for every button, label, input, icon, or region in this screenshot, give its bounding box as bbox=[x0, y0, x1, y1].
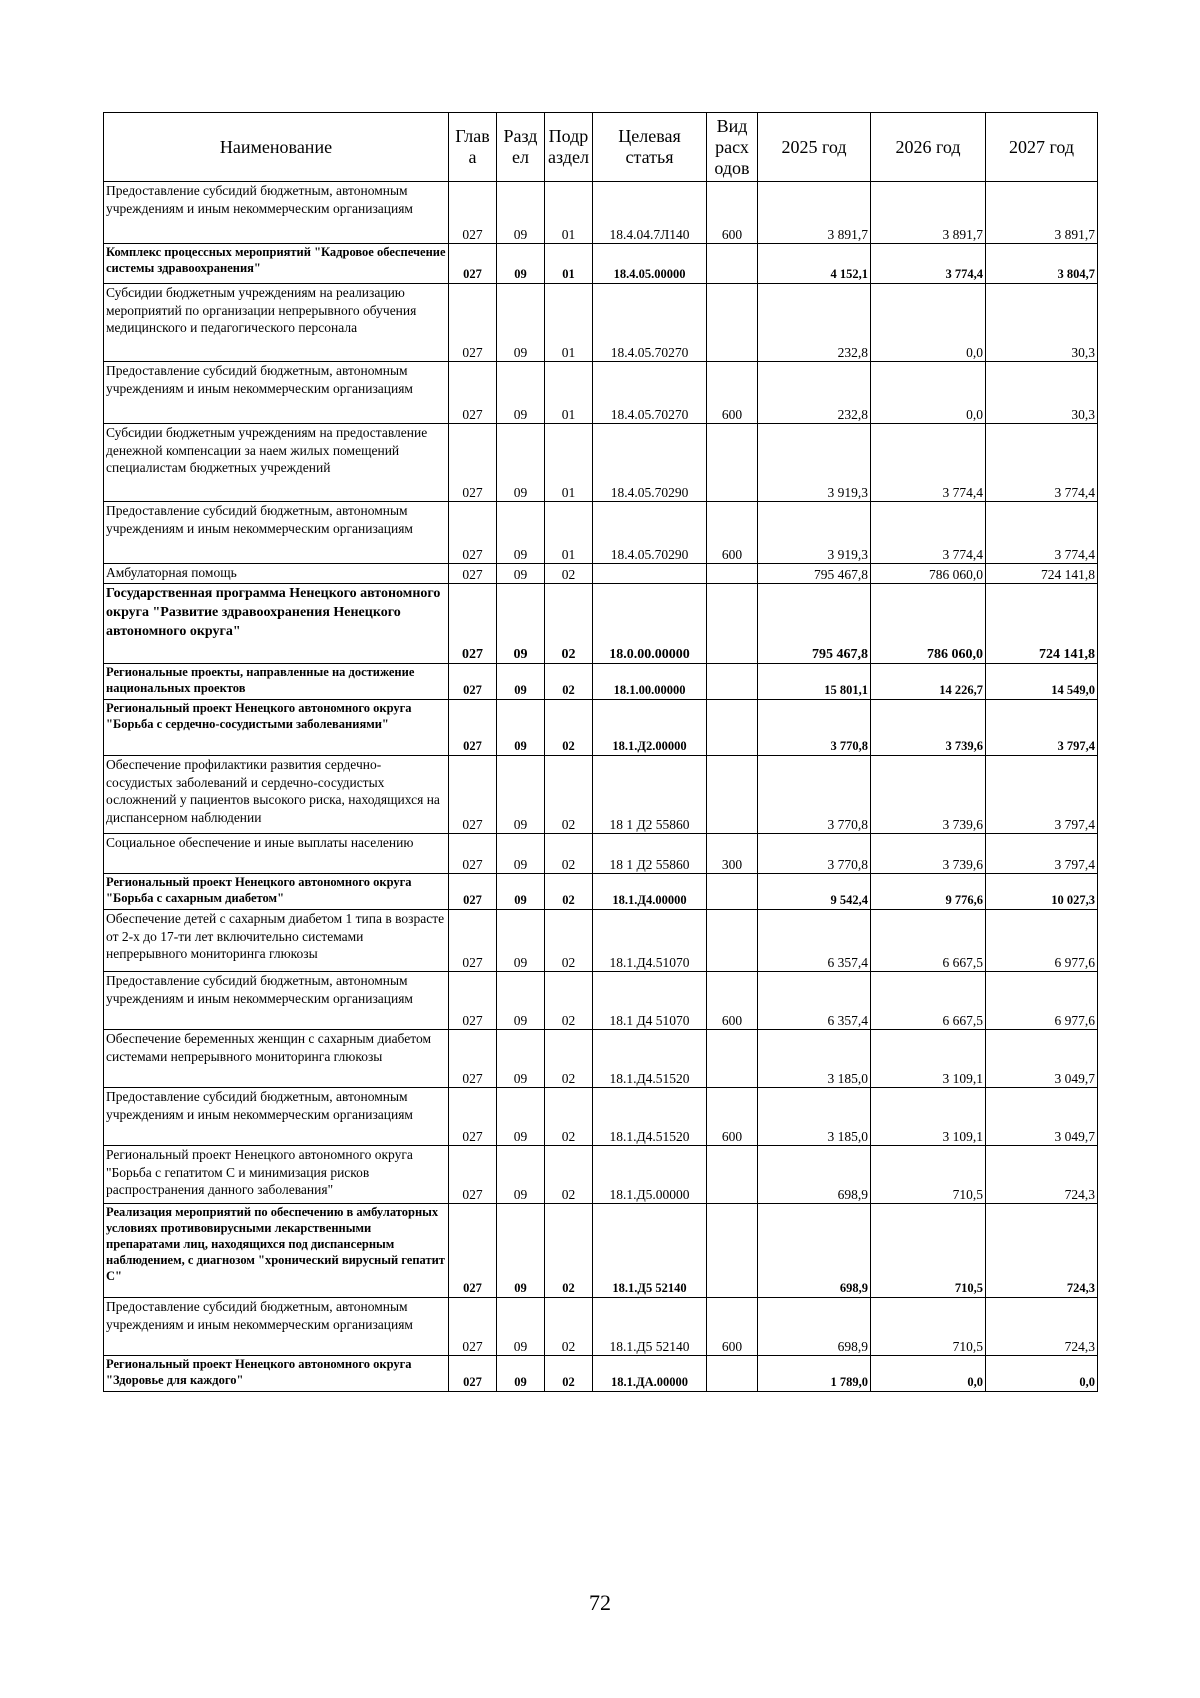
cell-year-2027: 724,3 bbox=[986, 1204, 1098, 1298]
table-row bbox=[104, 1204, 1098, 1298]
cell-year-2027: 3 797,4 bbox=[986, 756, 1098, 834]
cell-year-2027: 3 049,7 bbox=[986, 1088, 1098, 1146]
cell-expense-type bbox=[707, 756, 758, 834]
cell-glava: 027 bbox=[449, 700, 497, 756]
cell-name: Предоставление субсидий бюджетным, автономным учреждениям и иным некоммерческим организациям bbox=[104, 502, 449, 564]
header-year-2027: 2027 год bbox=[986, 113, 1098, 182]
cell-year-2025: 232,8 bbox=[758, 284, 871, 362]
cell-podrazdel: 02 bbox=[545, 910, 593, 972]
table-row bbox=[104, 1088, 1098, 1146]
cell-year-2026: 3 774,4 bbox=[871, 244, 986, 284]
cell-expense-type bbox=[707, 284, 758, 362]
cell-podrazdel: 01 bbox=[545, 502, 593, 564]
cell-expense-type bbox=[707, 664, 758, 700]
cell-target-article: 18.4.05.70270 bbox=[593, 284, 707, 362]
cell-expense-type bbox=[707, 1146, 758, 1204]
table-row bbox=[104, 1356, 1098, 1392]
cell-year-2027: 3 049,7 bbox=[986, 1030, 1098, 1088]
cell-razdel: 09 bbox=[497, 756, 545, 834]
table-row bbox=[104, 584, 1098, 664]
cell-year-2026: 0,0 bbox=[871, 362, 986, 424]
cell-razdel: 09 bbox=[497, 1030, 545, 1088]
cell-podrazdel: 02 bbox=[545, 756, 593, 834]
cell-razdel: 09 bbox=[497, 834, 545, 874]
header-year-2026: 2026 год bbox=[871, 113, 986, 182]
header-year-2025: 2025 год bbox=[758, 113, 871, 182]
cell-year-2026: 6 667,5 bbox=[871, 972, 986, 1030]
cell-year-2027: 30,3 bbox=[986, 284, 1098, 362]
cell-year-2027: 10 027,3 bbox=[986, 874, 1098, 910]
cell-razdel: 09 bbox=[497, 502, 545, 564]
table-row bbox=[104, 564, 1098, 584]
cell-target-article: 18.4.04.7Л140 bbox=[593, 182, 707, 244]
cell-podrazdel: 02 bbox=[545, 972, 593, 1030]
cell-glava: 027 bbox=[449, 244, 497, 284]
cell-razdel: 09 bbox=[497, 362, 545, 424]
cell-target-article: 18 1 Д2 55860 bbox=[593, 756, 707, 834]
cell-name: Амбулаторная помощь bbox=[104, 564, 449, 584]
table-row bbox=[104, 874, 1098, 910]
cell-target-article: 18.0.00.00000 bbox=[593, 584, 707, 664]
cell-podrazdel: 02 bbox=[545, 1356, 593, 1392]
table-row bbox=[104, 362, 1098, 424]
cell-year-2026: 3 109,1 bbox=[871, 1088, 986, 1146]
cell-podrazdel: 02 bbox=[545, 874, 593, 910]
cell-podrazdel: 02 bbox=[545, 664, 593, 700]
cell-year-2025: 698,9 bbox=[758, 1204, 871, 1298]
cell-target-article bbox=[593, 564, 707, 584]
cell-year-2025: 3 185,0 bbox=[758, 1030, 871, 1088]
table-row bbox=[104, 1030, 1098, 1088]
cell-year-2026: 786 060,0 bbox=[871, 564, 986, 584]
cell-glava: 027 bbox=[449, 502, 497, 564]
cell-expense-type bbox=[707, 564, 758, 584]
cell-year-2026: 3 774,4 bbox=[871, 424, 986, 502]
cell-expense-type: 600 bbox=[707, 362, 758, 424]
cell-podrazdel: 01 bbox=[545, 424, 593, 502]
cell-target-article: 18.1.Д4.51520 bbox=[593, 1030, 707, 1088]
cell-year-2027: 3 891,7 bbox=[986, 182, 1098, 244]
cell-target-article: 18.1.Д5 52140 bbox=[593, 1204, 707, 1298]
cell-name: Обеспечение детей с сахарным диабетом 1 типа в возрасте от 2-х до 17-ти лет включительно системами непрерывного мониторинга глюкозы bbox=[104, 910, 449, 972]
cell-glava: 027 bbox=[449, 1356, 497, 1392]
header-name: Наименование bbox=[104, 113, 449, 182]
cell-expense-type: 600 bbox=[707, 502, 758, 564]
cell-year-2026: 6 667,5 bbox=[871, 910, 986, 972]
table-row bbox=[104, 834, 1098, 874]
cell-year-2025: 3 185,0 bbox=[758, 1088, 871, 1146]
table-row bbox=[104, 756, 1098, 834]
cell-razdel: 09 bbox=[497, 564, 545, 584]
budget-table-container bbox=[103, 112, 1097, 1392]
cell-year-2026: 0,0 bbox=[871, 284, 986, 362]
cell-expense-type bbox=[707, 1356, 758, 1392]
cell-razdel: 09 bbox=[497, 584, 545, 664]
cell-glava: 027 bbox=[449, 1204, 497, 1298]
cell-name: Региональный проект Ненецкого автономного округа "Борьба с гепатитом С и минимизация рисков распространения данного заболевания" bbox=[104, 1146, 449, 1204]
cell-glava: 027 bbox=[449, 1146, 497, 1204]
cell-year-2026: 710,5 bbox=[871, 1146, 986, 1204]
cell-year-2027: 724 141,8 bbox=[986, 584, 1098, 664]
cell-name: Субсидии бюджетным учреждениям на реализацию мероприятий по организации непрерывного обучения медицинского и педагогического персонала bbox=[104, 284, 449, 362]
cell-expense-type: 600 bbox=[707, 972, 758, 1030]
cell-podrazdel: 02 bbox=[545, 834, 593, 874]
cell-year-2026: 9 776,6 bbox=[871, 874, 986, 910]
cell-razdel: 09 bbox=[497, 1088, 545, 1146]
cell-glava: 027 bbox=[449, 756, 497, 834]
table-row bbox=[104, 502, 1098, 564]
cell-podrazdel: 01 bbox=[545, 362, 593, 424]
cell-year-2026: 710,5 bbox=[871, 1298, 986, 1356]
cell-glava: 027 bbox=[449, 362, 497, 424]
cell-expense-type: 600 bbox=[707, 1298, 758, 1356]
budget-table bbox=[103, 112, 1098, 1392]
cell-glava: 027 bbox=[449, 1030, 497, 1088]
cell-expense-type bbox=[707, 910, 758, 972]
cell-year-2026: 3 739,6 bbox=[871, 834, 986, 874]
cell-year-2025: 795 467,8 bbox=[758, 584, 871, 664]
cell-name: Обеспечение профилактики развития сердечно-сосудистых заболеваний и сердечно-сосудистых осложнений у пациентов высокого риска, находящихся на диспансерном наблюдении bbox=[104, 756, 449, 834]
table-row bbox=[104, 664, 1098, 700]
table-row bbox=[104, 910, 1098, 972]
cell-glava: 027 bbox=[449, 1298, 497, 1356]
cell-razdel: 09 bbox=[497, 664, 545, 700]
cell-name: Региональный проект Ненецкого автономного округа "Борьба с сердечно-сосудистыми заболеваниями" bbox=[104, 700, 449, 756]
cell-name: Предоставление субсидий бюджетным, автономным учреждениям и иным некоммерческим организациям bbox=[104, 182, 449, 244]
table-row bbox=[104, 424, 1098, 502]
cell-year-2026: 786 060,0 bbox=[871, 584, 986, 664]
cell-podrazdel: 01 bbox=[545, 284, 593, 362]
cell-razdel: 09 bbox=[497, 244, 545, 284]
table-row bbox=[104, 1146, 1098, 1204]
cell-razdel: 09 bbox=[497, 1356, 545, 1392]
cell-target-article: 18.1.Д4.51520 bbox=[593, 1088, 707, 1146]
cell-razdel: 09 bbox=[497, 182, 545, 244]
cell-target-article: 18.1.Д5.00000 bbox=[593, 1146, 707, 1204]
cell-target-article: 18 1 Д2 55860 bbox=[593, 834, 707, 874]
cell-podrazdel: 01 bbox=[545, 244, 593, 284]
cell-year-2025: 3 919,3 bbox=[758, 502, 871, 564]
cell-expense-type bbox=[707, 424, 758, 502]
cell-razdel: 09 bbox=[497, 1146, 545, 1204]
cell-podrazdel: 02 bbox=[545, 1298, 593, 1356]
cell-target-article: 18.1.Д5 52140 bbox=[593, 1298, 707, 1356]
cell-year-2027: 724,3 bbox=[986, 1298, 1098, 1356]
cell-year-2027: 30,3 bbox=[986, 362, 1098, 424]
cell-glava: 027 bbox=[449, 1088, 497, 1146]
cell-name: Предоставление субсидий бюджетным, автономным учреждениям и иным некоммерческим организациям bbox=[104, 972, 449, 1030]
cell-expense-type bbox=[707, 1030, 758, 1088]
cell-target-article: 18.1.Д4.00000 bbox=[593, 874, 707, 910]
cell-glava: 027 bbox=[449, 664, 497, 700]
cell-podrazdel: 02 bbox=[545, 1088, 593, 1146]
cell-year-2026: 3 739,6 bbox=[871, 756, 986, 834]
cell-year-2026: 3 891,7 bbox=[871, 182, 986, 244]
cell-name: Предоставление субсидий бюджетным, автономным учреждениям и иным некоммерческим организациям bbox=[104, 1088, 449, 1146]
cell-glava: 027 bbox=[449, 564, 497, 584]
cell-target-article: 18.4.05.00000 bbox=[593, 244, 707, 284]
cell-razdel: 09 bbox=[497, 1298, 545, 1356]
cell-year-2027: 14 549,0 bbox=[986, 664, 1098, 700]
page-number: 72 bbox=[589, 1590, 611, 1615]
cell-target-article: 18.1.Д4.51070 bbox=[593, 910, 707, 972]
cell-name: Региональные проекты, направленные на достижение национальных проектов bbox=[104, 664, 449, 700]
cell-year-2027: 724 141,8 bbox=[986, 564, 1098, 584]
cell-target-article: 18.4.05.70290 bbox=[593, 424, 707, 502]
cell-razdel: 09 bbox=[497, 284, 545, 362]
cell-year-2025: 1 789,0 bbox=[758, 1356, 871, 1392]
cell-glava: 027 bbox=[449, 584, 497, 664]
cell-target-article: 18.4.05.70270 bbox=[593, 362, 707, 424]
cell-razdel: 09 bbox=[497, 424, 545, 502]
cell-year-2025: 3 770,8 bbox=[758, 834, 871, 874]
cell-year-2025: 6 357,4 bbox=[758, 910, 871, 972]
cell-year-2025: 3 891,7 bbox=[758, 182, 871, 244]
cell-glava: 027 bbox=[449, 834, 497, 874]
cell-year-2026: 3 774,4 bbox=[871, 502, 986, 564]
cell-name: Государственная программа Ненецкого автономного округа "Развитие здравоохранения Ненецкого автономного округа" bbox=[104, 584, 449, 664]
cell-razdel: 09 bbox=[497, 910, 545, 972]
cell-razdel: 09 bbox=[497, 700, 545, 756]
table-row bbox=[104, 972, 1098, 1030]
cell-expense-type: 300 bbox=[707, 834, 758, 874]
cell-razdel: 09 bbox=[497, 1204, 545, 1298]
cell-expense-type bbox=[707, 1204, 758, 1298]
cell-year-2026: 3 109,1 bbox=[871, 1030, 986, 1088]
cell-year-2025: 4 152,1 bbox=[758, 244, 871, 284]
cell-year-2025: 3 770,8 bbox=[758, 700, 871, 756]
cell-expense-type bbox=[707, 700, 758, 756]
table-row bbox=[104, 700, 1098, 756]
table-row bbox=[104, 1298, 1098, 1356]
cell-expense-type bbox=[707, 874, 758, 910]
cell-year-2027: 3 797,4 bbox=[986, 700, 1098, 756]
cell-year-2027: 0,0 bbox=[986, 1356, 1098, 1392]
cell-podrazdel: 02 bbox=[545, 564, 593, 584]
cell-name: Предоставление субсидий бюджетным, автономным учреждениям и иным некоммерческим организациям bbox=[104, 362, 449, 424]
cell-year-2026: 3 739,6 bbox=[871, 700, 986, 756]
cell-expense-type: 600 bbox=[707, 182, 758, 244]
cell-year-2027: 3 774,4 bbox=[986, 424, 1098, 502]
cell-target-article: 18.1.ДА.00000 bbox=[593, 1356, 707, 1392]
cell-name: Региональный проект Ненецкого автономного округа "Здоровье для каждого" bbox=[104, 1356, 449, 1392]
cell-podrazdel: 02 bbox=[545, 584, 593, 664]
cell-glava: 027 bbox=[449, 182, 497, 244]
cell-name: Обеспечение беременных женщин с сахарным диабетом системами непрерывного мониторинга глюкозы bbox=[104, 1030, 449, 1088]
cell-razdel: 09 bbox=[497, 972, 545, 1030]
cell-glava: 027 bbox=[449, 972, 497, 1030]
cell-expense-type bbox=[707, 584, 758, 664]
cell-glava: 027 bbox=[449, 874, 497, 910]
cell-glava: 027 bbox=[449, 424, 497, 502]
cell-year-2025: 698,9 bbox=[758, 1146, 871, 1204]
cell-year-2025: 3 919,3 bbox=[758, 424, 871, 502]
cell-year-2027: 6 977,6 bbox=[986, 910, 1098, 972]
cell-podrazdel: 02 bbox=[545, 1146, 593, 1204]
cell-expense-type bbox=[707, 244, 758, 284]
cell-glava: 027 bbox=[449, 284, 497, 362]
cell-year-2025: 795 467,8 bbox=[758, 564, 871, 584]
table-row bbox=[104, 284, 1098, 362]
header-glava: Глав а bbox=[449, 113, 497, 182]
header-target-article: Целевая статья bbox=[593, 113, 707, 182]
cell-target-article: 18.1 Д4 51070 bbox=[593, 972, 707, 1030]
cell-podrazdel: 02 bbox=[545, 700, 593, 756]
cell-target-article: 18.1.00.00000 bbox=[593, 664, 707, 700]
cell-name: Субсидии бюджетным учреждениям на предоставление денежной компенсации за наем жилых помещений специалистам бюджетных учреждений bbox=[104, 424, 449, 502]
cell-year-2027: 3 774,4 bbox=[986, 502, 1098, 564]
cell-target-article: 18.4.05.70290 bbox=[593, 502, 707, 564]
cell-year-2027: 724,3 bbox=[986, 1146, 1098, 1204]
cell-year-2026: 0,0 bbox=[871, 1356, 986, 1392]
header-razdel: Разд ел bbox=[497, 113, 545, 182]
header-podrazdel: Подр аздел bbox=[545, 113, 593, 182]
cell-year-2027: 3 804,7 bbox=[986, 244, 1098, 284]
cell-year-2025: 3 770,8 bbox=[758, 756, 871, 834]
header-expense-type: Вид расх одов bbox=[707, 113, 758, 182]
cell-podrazdel: 02 bbox=[545, 1204, 593, 1298]
cell-year-2026: 14 226,7 bbox=[871, 664, 986, 700]
cell-year-2026: 710,5 bbox=[871, 1204, 986, 1298]
cell-year-2027: 3 797,4 bbox=[986, 834, 1098, 874]
table-row bbox=[104, 244, 1098, 284]
cell-name: Комплекс процессных мероприятий "Кадровое обеспечение системы здравоохранения" bbox=[104, 244, 449, 284]
cell-name: Региональный проект Ненецкого автономного округа "Борьба с сахарным диабетом" bbox=[104, 874, 449, 910]
cell-podrazdel: 01 bbox=[545, 182, 593, 244]
cell-expense-type: 600 bbox=[707, 1088, 758, 1146]
cell-target-article: 18.1.Д2.00000 bbox=[593, 700, 707, 756]
cell-name: Предоставление субсидий бюджетным, автономным учреждениям и иным некоммерческим организациям bbox=[104, 1298, 449, 1356]
cell-year-2025: 6 357,4 bbox=[758, 972, 871, 1030]
cell-year-2025: 9 542,4 bbox=[758, 874, 871, 910]
cell-year-2025: 698,9 bbox=[758, 1298, 871, 1356]
table-header-row bbox=[104, 113, 1098, 182]
cell-year-2025: 232,8 bbox=[758, 362, 871, 424]
cell-podrazdel: 02 bbox=[545, 1030, 593, 1088]
cell-year-2027: 6 977,6 bbox=[986, 972, 1098, 1030]
cell-razdel: 09 bbox=[497, 874, 545, 910]
table-row bbox=[104, 182, 1098, 244]
cell-glava: 027 bbox=[449, 910, 497, 972]
cell-name: Социальное обеспечение и иные выплаты населению bbox=[104, 834, 449, 874]
cell-name: Реализация мероприятий по обеспечению в амбулаторных условиях противовирусными лекарственными препаратами лиц, находящихся под диспансерным наблюдением, с диагнозом "хронический вирусный гепатит С" bbox=[104, 1204, 449, 1298]
cell-year-2025: 15 801,1 bbox=[758, 664, 871, 700]
